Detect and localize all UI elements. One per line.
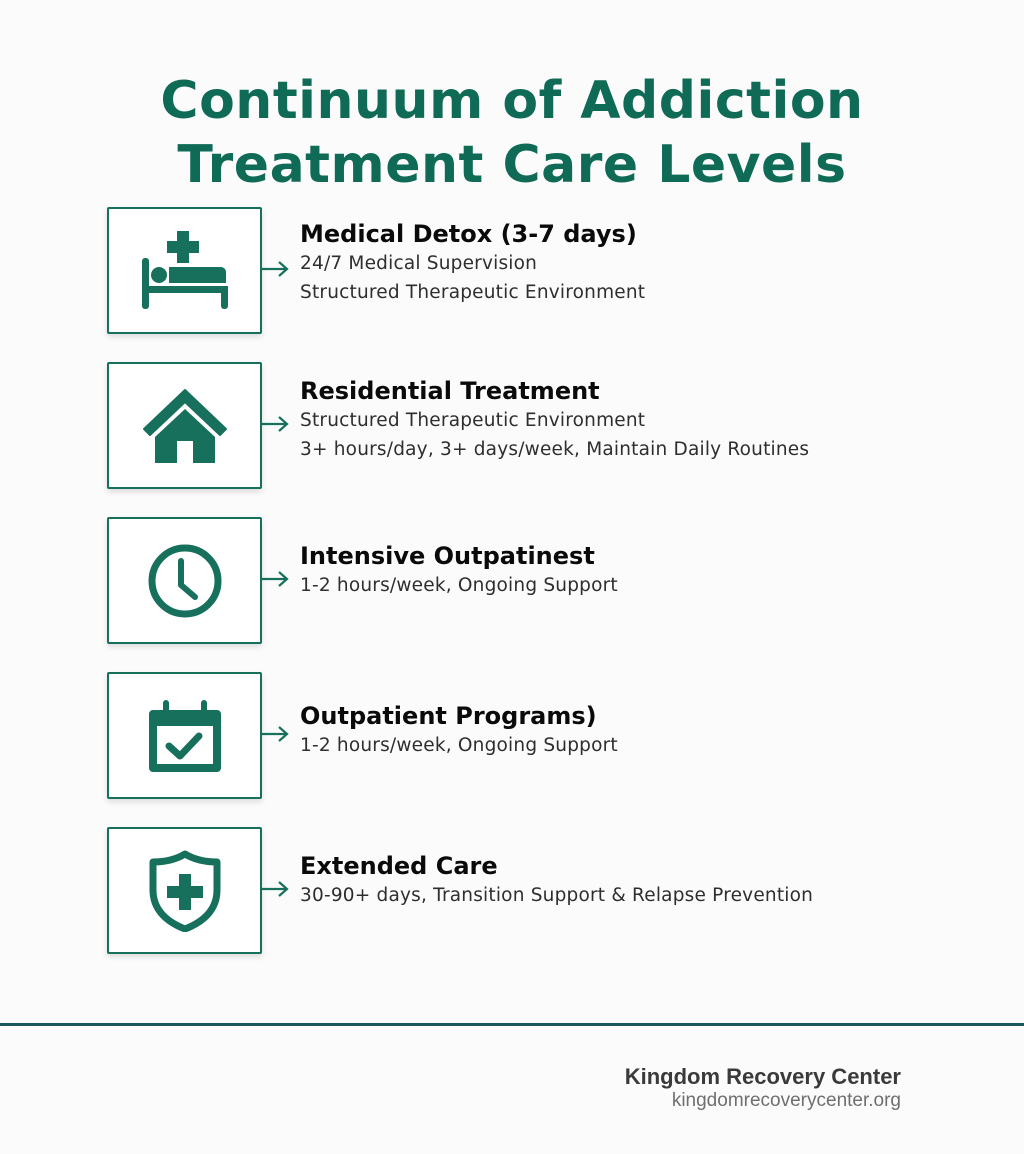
care-level-medical-detox — [107, 207, 907, 332]
arrow-right-icon — [260, 879, 290, 899]
arrow-right-icon — [260, 259, 290, 279]
icon-box — [107, 827, 262, 954]
level-text — [300, 376, 920, 464]
icon-box — [107, 362, 262, 489]
level-detail: 24/7 Medical Supervision — [300, 253, 538, 274]
care-level-outpatient — [107, 672, 907, 797]
page-title — [0, 69, 1024, 197]
level-title: Residential Treatment — [300, 377, 600, 405]
level-text — [300, 219, 920, 307]
level-text — [300, 851, 920, 910]
organization-url: kingdomrecoverycenter.org — [671, 1090, 901, 1111]
level-detail: 3+ hours/day, 3+ days/week, Maintain Daily Routines — [300, 439, 810, 460]
care-level-intensive-outpatient — [107, 517, 907, 642]
level-title: Outpatient Programs) — [300, 702, 597, 730]
house-icon — [140, 387, 230, 465]
level-detail: 1-2 hours/week, Ongoing Support — [300, 575, 618, 596]
title-line-2: Treatment Care Levels — [177, 134, 847, 195]
shield-cross-icon — [147, 850, 223, 932]
level-detail: Structured Therapeutic Environment — [300, 410, 646, 431]
icon-box — [107, 517, 262, 644]
care-level-extended-care — [107, 827, 907, 952]
clock-icon — [145, 541, 225, 621]
footer-divider — [0, 1023, 1024, 1026]
level-title: Extended Care — [300, 852, 498, 880]
level-detail: 1-2 hours/week, Ongoing Support — [300, 735, 618, 756]
level-title: Intensive Outpatinest — [300, 542, 595, 570]
level-text — [300, 541, 920, 600]
title-line-1: Continuum of Addiction — [160, 70, 864, 131]
icon-box — [107, 672, 262, 799]
level-text — [300, 701, 920, 760]
calendar-check-icon — [147, 698, 223, 774]
arrow-right-icon — [260, 414, 290, 434]
icon-box — [107, 207, 262, 334]
organization-name: Kingdom Recovery Center — [624, 1064, 901, 1089]
level-detail: Structured Therapeutic Environment — [300, 282, 646, 303]
arrow-right-icon — [260, 569, 290, 589]
care-level-residential — [107, 362, 907, 487]
level-detail: 30-90+ days, Transition Support & Relapse Prevention — [300, 885, 814, 906]
footer — [625, 1064, 901, 1112]
arrow-right-icon — [260, 724, 290, 744]
hospital-bed-icon — [139, 231, 231, 311]
level-title: Medical Detox (3-7 days) — [300, 220, 637, 248]
